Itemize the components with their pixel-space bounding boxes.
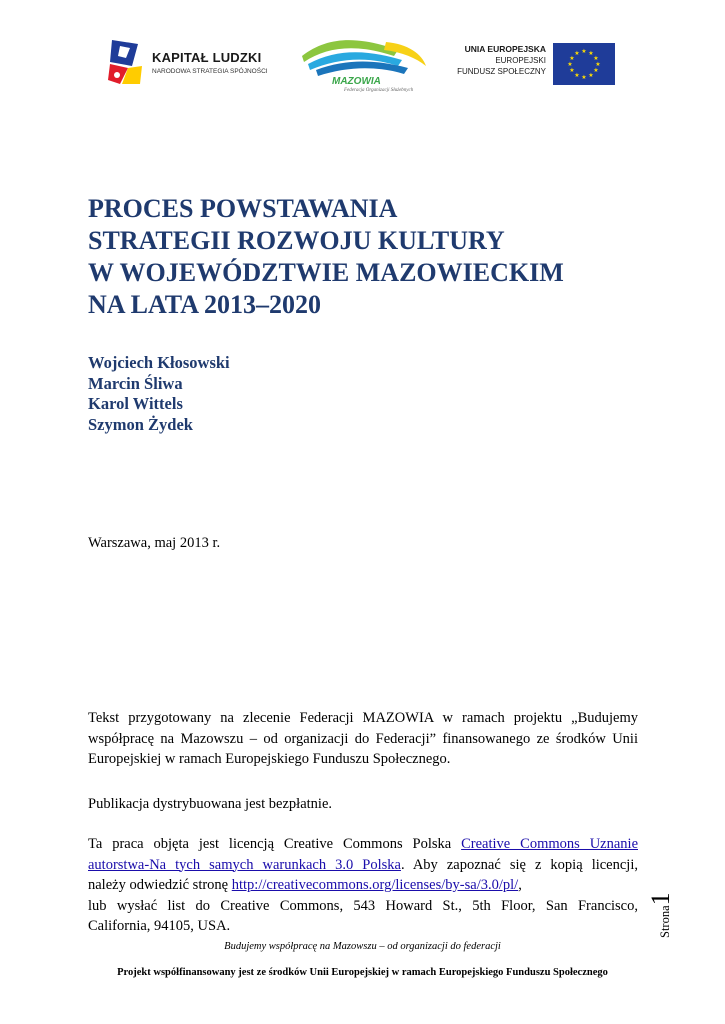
license-text: . Aby zapoznać się z kopią licencji, <box>400 856 638 873</box>
author: Marcin Śliwa <box>88 373 183 393</box>
svg-text:★: ★ <box>574 72 580 79</box>
free-distribution-note: Publikacja dystrybuowana jest bezpłatnie. <box>88 796 333 812</box>
author: Karol Wittels <box>88 394 183 413</box>
mazowia-emblem-icon <box>298 36 430 76</box>
eu-logo-text <box>446 44 546 77</box>
cc-license-link[interactable]: Creative Commons Uznanie <box>461 836 638 852</box>
license-line-2 <box>88 855 638 876</box>
document-title <box>88 193 564 321</box>
mazowia-name: MAZOWIA <box>332 76 381 87</box>
page-number <box>646 868 716 938</box>
cc-url-link[interactable]: http://creativecommons.org/licenses/by-sa/3.0/pl/ <box>231 877 519 893</box>
page-label: Strona <box>658 905 672 938</box>
svg-text:★: ★ <box>569 55 575 62</box>
kapital-ludzki-title: KAPITAŁ LUDZKI <box>152 50 262 65</box>
author: Szymon Żydek <box>88 414 193 434</box>
paragraph-line: współpracę na Mazowszu – od organizacji do Federacji” finansowanego ze środków Unii <box>88 730 638 747</box>
svg-text:★: ★ <box>595 61 601 68</box>
license-line-3 <box>88 875 638 896</box>
title-line-4: NA LATA 2013–2020 <box>88 290 322 319</box>
mazowia-subtitle: Federacja Organizacji Służebnych <box>344 88 414 93</box>
kapital-ludzki-logo <box>108 38 268 88</box>
eu-line-3: FUNDUSZ SPOŁECZNY <box>457 67 546 76</box>
svg-text:★: ★ <box>593 55 599 62</box>
title-line-2: STRATEGII ROZWOJU KULTURY <box>88 226 505 255</box>
svg-text:★: ★ <box>569 67 575 74</box>
place-date: Warszawa, maj 2013 r. <box>88 535 221 551</box>
license-line-5: California, 94105, USA. <box>88 918 231 934</box>
svg-text:★: ★ <box>574 50 580 57</box>
paragraph-line: Tekst przygotowany na zlecenie Federacji MAZOWIA w ramach projektu „Budujemy <box>88 710 638 726</box>
svg-text:★: ★ <box>581 74 587 81</box>
authors-list <box>88 353 230 435</box>
license-text: należy odwiedzić stronę <box>88 877 232 893</box>
author: Wojciech Kłosowski <box>88 353 230 372</box>
footer-tagline: Budujemy współpracę na Mazowszu – od organizacji do federacji <box>224 941 501 952</box>
license-line-1 <box>88 834 638 855</box>
cc-license-link-continued[interactable]: autorstwa-Na tych samych warunkach 3.0 Polska <box>88 856 401 873</box>
mazowia-logo <box>298 36 430 98</box>
page-number-value: 1 <box>646 892 675 906</box>
license-text: , <box>518 877 522 893</box>
eu-line-2: EUROPEJSKI <box>495 56 546 65</box>
svg-text:★: ★ <box>581 48 587 55</box>
license-text: Ta praca objęta jest licencją Creative Commons Polska <box>88 836 462 852</box>
kapital-ludzki-emblem-icon <box>108 38 148 88</box>
title-line-1: PROCES POWSTAWANIA <box>88 194 398 223</box>
license-line-4: lub wysłać list do Creative Commons, 543 Howard St., 5th Floor, San Francisco, <box>88 897 638 914</box>
svg-text:★: ★ <box>588 72 594 79</box>
paragraph-line: Europejskiej w ramach Europejskiego Funduszu Społecznego. <box>88 751 451 767</box>
eu-flag-icon <box>553 43 615 85</box>
footer-funding-note: Projekt współfinansowany jest ze środków Unii Europejskiej w ramach Europejskiego Funduszu Społecznego <box>117 967 608 978</box>
eu-line-1: UNIA EUROPEJSKA <box>464 44 546 54</box>
svg-text:★: ★ <box>593 67 599 74</box>
kapital-ludzki-subtitle: NARODOWA STRATEGIA SPÓJNOŚCI <box>152 68 268 75</box>
svg-text:★: ★ <box>567 61 573 68</box>
title-line-3: W WOJEWÓDZTWIE MAZOWIECKIM <box>88 258 564 287</box>
commission-paragraph <box>88 708 638 770</box>
svg-text:★: ★ <box>588 50 594 57</box>
license-paragraph <box>88 834 638 937</box>
